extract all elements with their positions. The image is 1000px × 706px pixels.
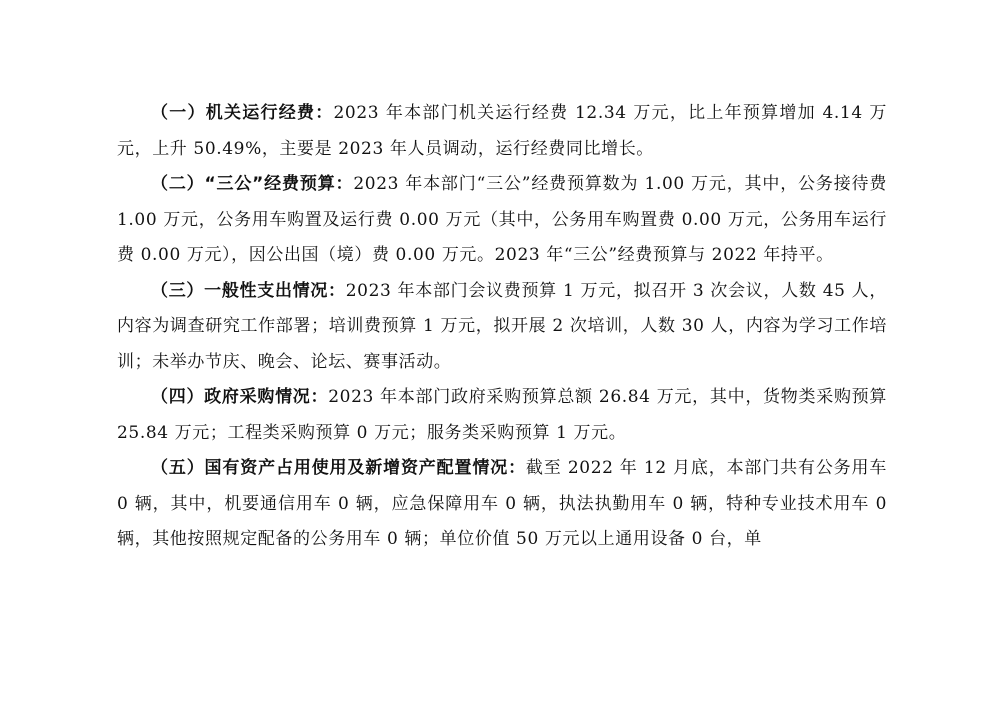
heading-three-public-expenses: （二）“三公”经费预算： [151, 174, 354, 194]
heading-state-assets: （五）国有资产占用使用及新增资产配置情况： [151, 458, 526, 478]
paragraph-state-assets [117, 451, 887, 558]
body-government-procurement: 2023 年本部门政府采购预算总额 26.84 万元，其中，货物类采购预算 25.84 万元；工程类采购预算 0 万元；服务类采购预算 1 万元。 [117, 387, 888, 443]
body-three-public-expenses: 2023 年本部门“三公”经费预算数为 1.00 万元，其中，公务接待费 1.00 万元，公务用车购置及运行费 0.00 万元（其中，公务用车购置费 0.00 万元，公务用车运行费 0.00 万元），因公出国（境）费 0.00 万元。2023 年“三公”经费预算与 2022 年持平。 [117, 174, 887, 265]
paragraph-government-procurement [117, 380, 887, 451]
heading-government-procurement: （四）政府采购情况： [151, 387, 329, 407]
body-operating-expenses: 2023 年本部门机关运行经费 12.34 万元，比上年预算增加 4.14 万元，上升 50.49%，主要是 2023 年人员调动，运行经费同比增长。 [117, 103, 887, 159]
heading-general-expenditure: （三）一般性支出情况： [151, 280, 346, 301]
paragraph-three-public-expenses [117, 167, 887, 274]
body-state-assets: 截至 2022 年 12 月底，本部门共有公务用车 0 辆，其中，机要通信用车 0 辆，应急保障用车 0 辆，执法执勤用车 0 辆，特种专业技术用车 0 辆，其他按照规定配备的公务用车 0 辆；单位价值 50 万元以上通用设备 0 台，单 [117, 458, 887, 549]
paragraph-general-expenditure [117, 274, 887, 381]
body-general-expenditure: 2023 年本部门会议费预算 1 万元，拟召开 3 次会议，人数 45 人，内容为调查研究工作部署；培训费预算 1 万元，拟开展 2 次培训，人数 30 人，内容为学习工作培训；未举办节庆、晚会、论坛、赛事活动。 [117, 280, 887, 372]
document-page [117, 96, 887, 558]
paragraph-operating-expenses [117, 96, 887, 167]
heading-operating-expenses: （一）机关运行经费： [151, 103, 334, 123]
